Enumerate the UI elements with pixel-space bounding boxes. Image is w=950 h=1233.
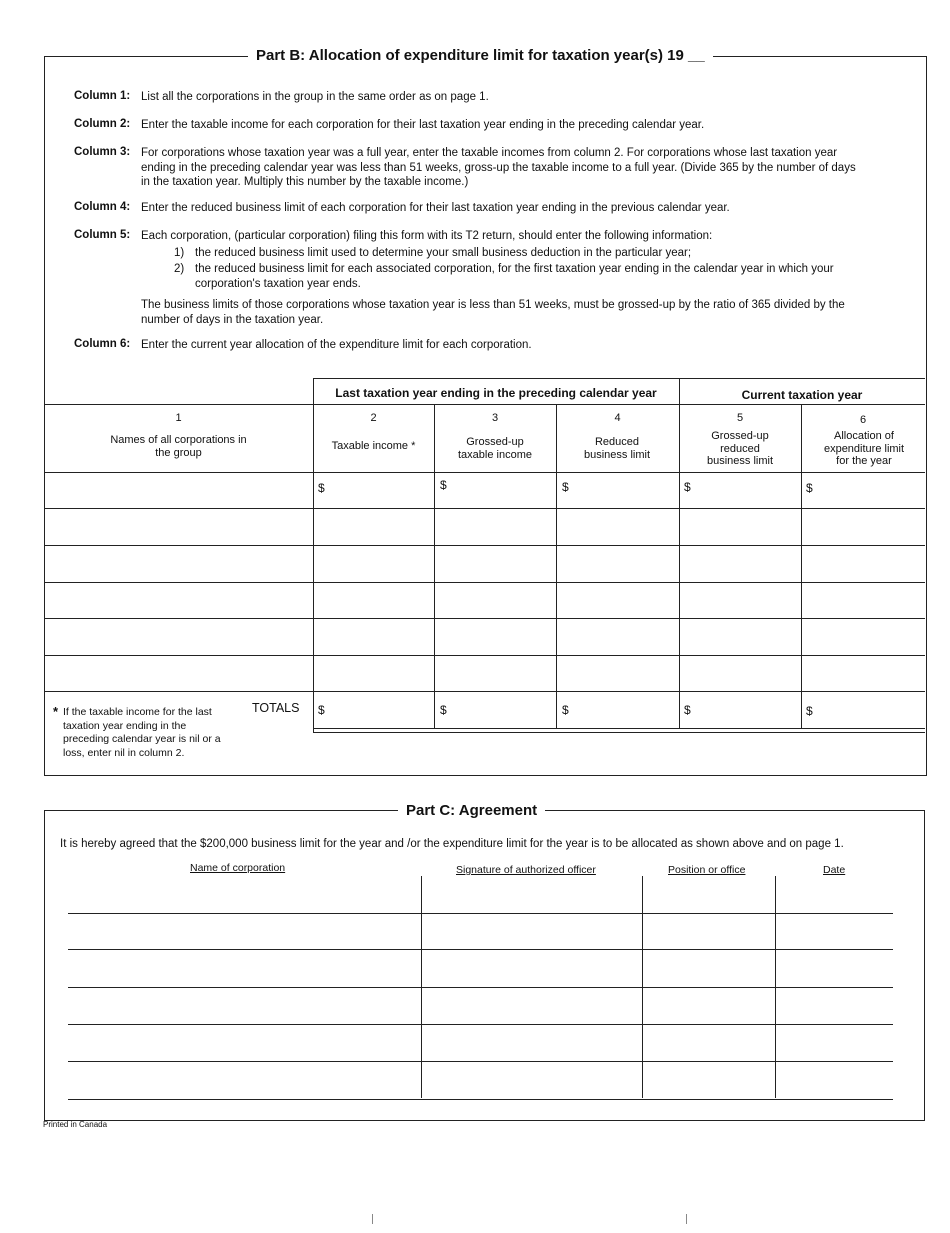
table-top-rule [313,378,925,379]
agreement-row-line[interactable] [68,1099,893,1100]
column-6-label: Column 6: [74,338,131,350]
col-6-number: 6 [859,414,867,426]
col-4-number: 4 [614,412,621,424]
column-4-text: Enter the reduced business limit of each corporation for their last taxation year ending in the previous calendar year. [141,202,730,214]
agreement-row-line[interactable] [68,913,893,914]
totals-grossed-up-limit-dollar[interactable]: $ [684,703,691,717]
col-5-label: Grossed-up reduced business limit [706,430,774,467]
table-row-rule [44,691,925,692]
column-5-note: The business limits of those corporations whose taxation year is less than 51 weeks, must be grossed-up by the ratio of 365 divided by the number of days in the taxation year. [141,299,845,326]
signature-header: Signature of authorized officer [456,864,596,876]
table-col-divider [556,404,557,728]
corporation-name-input[interactable] [45,473,312,507]
agreement-row-line[interactable] [68,1024,893,1025]
table-row-rule [44,582,925,583]
col-1-label: Names of all corporations in the group [110,434,247,459]
part-b-title: Part B: Allocation of expenditure limit for taxation year(s) 19 __ [248,47,713,64]
col-2-label: Taxable income * [331,440,416,452]
col-3-number: 3 [491,412,499,424]
column-5-item-2-text: the reduced business limit for each associated corporation, for the first taxation year ending in the calendar year in which your corporation's taxation year ends. [195,263,834,290]
totals-grossed-up-income-dollar[interactable]: $ [440,703,447,717]
column-5-item-1-num: 1) [174,247,185,259]
table-row-rule [44,508,925,509]
reduced-business-limit-dollar[interactable]: $ [562,480,569,494]
column-3-text: For corporations whose taxation year was a full year, enter the taxable incomes from column 2. For corporations whose last taxation year ending in the preceding calendar year was less than 51 weeks, gross-up the taxable income to a full year. (Divide 365 by the number of days in the taxation year. Multiply this number by the taxable income.) [141,147,856,188]
footnote-text: If the taxable income for the last taxation year ending in the preceding calendar year is nil or a loss, enter nil in column 2. [63,706,221,759]
agreement-row-line[interactable] [68,1061,893,1062]
table-col-divider [434,404,435,728]
col-5-number: 5 [736,412,744,424]
name-of-corporation-header: Name of corporation [190,862,286,874]
col-4-label: Reduced business limit [583,436,651,461]
table-col-divider [801,404,802,728]
printed-in-canada: Printed in Canada [43,1120,108,1129]
table-row-rule [44,545,925,546]
column-6-text: Enter the current year allocation of the expenditure limit for each corporation. [141,339,532,351]
totals-label: TOTALS [252,701,300,715]
column-4-label: Column 4: [74,201,131,213]
group-header-current-year: Current taxation year [741,388,863,402]
footnote-asterisk: * [53,704,59,719]
column-3-label: Column 3: [74,146,131,158]
date-header: Date [823,864,846,876]
table-header-rule [44,404,925,405]
agreement-statement: It is hereby agreed that the $200,000 business limit for the year and /or the expenditure limit for the year is to be allocated as shown above and on page 1. [60,838,844,850]
column-2-text: Enter the taxable income for each corporation for their last taxation year ending in the preceding calendar year. [141,119,705,131]
totals-bottom-rule-2 [313,732,925,733]
table-col-divider [313,378,314,732]
totals-bottom-rule [313,728,925,729]
agreement-row-line[interactable] [68,987,893,988]
column-5-label: Column 5: [74,229,131,241]
binding-mark [686,1214,687,1224]
column-5-item-2-num: 2) [174,263,185,275]
column-1-label: Column 1: [74,90,131,102]
table-row-rule [44,655,925,656]
col-6-label: Allocation of expenditure limit for the year [823,430,905,467]
col-1-number: 1 [175,412,182,424]
col-3-label: Grossed-up taxable income [458,436,532,461]
table-col-divider [679,378,680,728]
column-1-text: List all the corporations in the group in the same order as on page 1. [141,91,489,103]
part-c-title: Part C: Agreement [398,802,545,819]
binding-mark [372,1214,373,1224]
agreement-row-line[interactable] [68,949,893,950]
totals-reduced-limit-dollar[interactable]: $ [562,703,569,717]
column-5-item-1-text: the reduced business limit used to determine your small business deduction in the particular year; [195,247,692,259]
totals-allocation-dollar[interactable]: $ [806,704,813,718]
totals-taxable-income-dollar[interactable]: $ [318,703,325,717]
col-2-number: 2 [370,412,377,424]
part-c-frame [44,810,925,1121]
grossed-up-taxable-income-dollar[interactable]: $ [440,478,447,492]
group-header-previous-year: Last taxation year ending in the preceding calendar year [335,386,657,400]
position-header: Position or office [668,864,746,876]
taxable-income-dollar[interactable]: $ [318,481,325,495]
table-row-rule [44,618,925,619]
column-2-label: Column 2: [74,118,131,130]
grossed-up-reduced-limit-dollar[interactable]: $ [684,480,691,494]
column-5-text: Each corporation, (particular corporation) filing this form with its T2 return, should enter the following information: [141,230,713,242]
expenditure-allocation-dollar[interactable]: $ [806,481,813,495]
